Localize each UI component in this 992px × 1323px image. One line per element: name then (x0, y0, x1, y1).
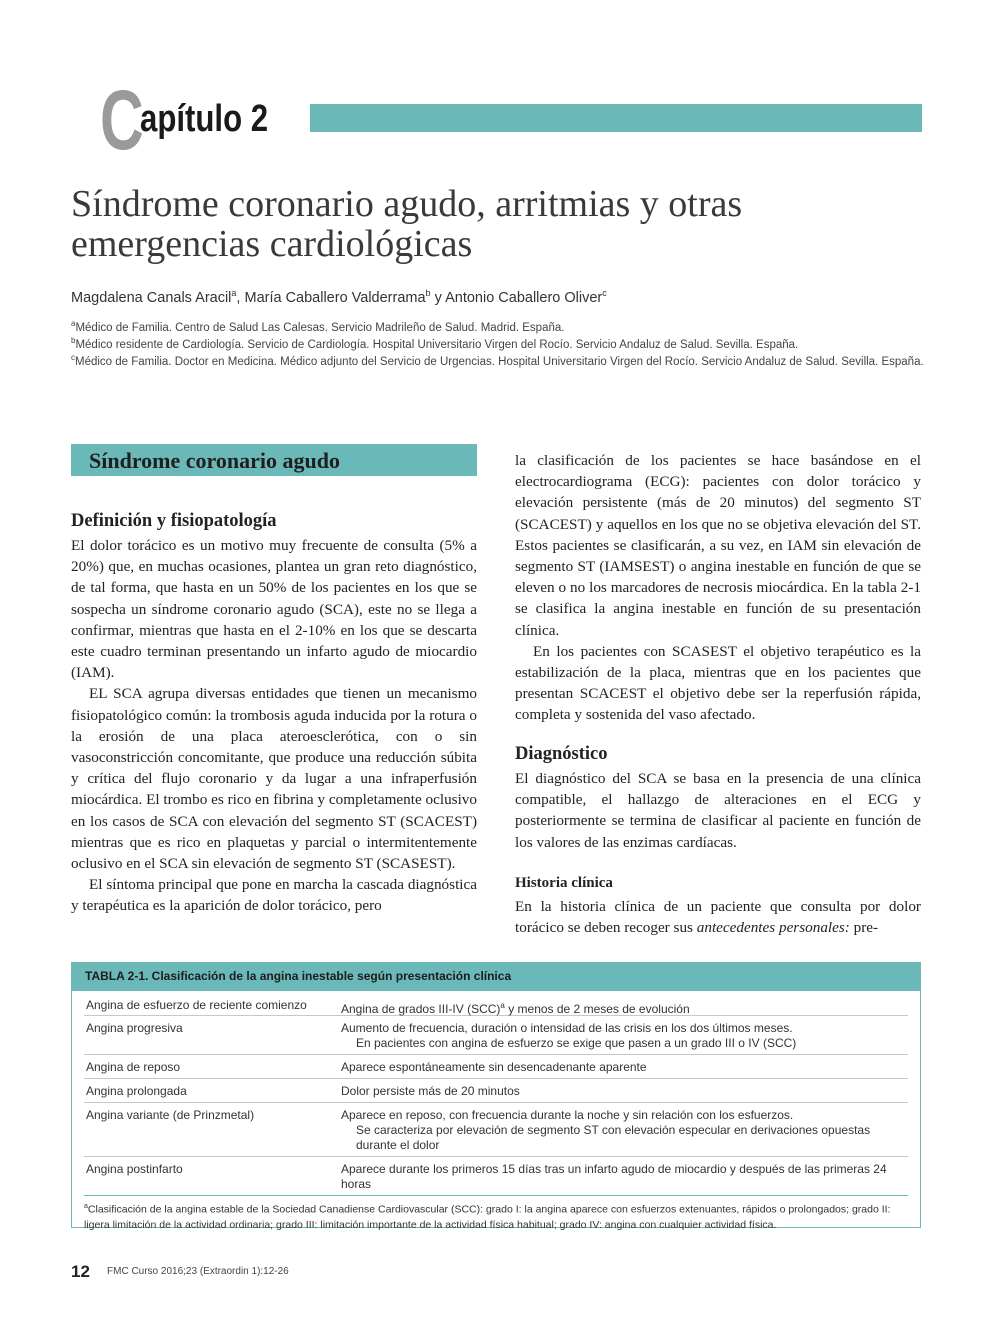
affiliation-c (71, 349, 931, 371)
title-line-2: emergencias cardiológicas (71, 223, 473, 265)
desc-subtext: Se caracteriza por elevación de segmento ST con elevación especular en derivaciones opuestas durante el dolor (356, 1123, 871, 1152)
desc-text: Aumento de frecuencia, duración o intensidad de las crisis en los dos últimos meses. (341, 1021, 793, 1035)
article-title (71, 184, 931, 264)
table-row (84, 993, 908, 1016)
table-row (84, 1103, 908, 1157)
footnote-mark: a (84, 1203, 88, 1210)
affiliation-text: Médico de Familia. Doctor en Medicina. Médico adjunto del Servicio de Urgencias. Hospital Universitario Virgen del Rocío. Servicio Andaluz de Salud. Sevilla. España. (75, 355, 924, 368)
right-column-diagnosis (515, 768, 921, 853)
table-cell-desc (341, 1108, 901, 1153)
table-cell-desc: Aparece durante los primeros 15 días tras un infarto agudo de miocardio y después de las primeras 24 horas (341, 1162, 887, 1191)
table-row (84, 1055, 908, 1079)
desc-text: Angina de grados III-IV (SCC) (341, 1002, 501, 1016)
table-row (84, 1157, 908, 1196)
affiliation-text: Médico de Familia. Centro de Salud Las Calesas. Servicio Madrileño de Salud. Madrid. España. (75, 321, 565, 334)
author-3-mark: c (602, 288, 607, 298)
footnote-mark: a (500, 1001, 505, 1010)
table-cell-type: Angina postinfarto (86, 1162, 183, 1176)
chapter-header (100, 73, 922, 167)
heading-definition: Definición y fisiopatología (71, 511, 277, 531)
table-caption-text: TABLA 2-1. Clasificación de la angina inestable según presentación clínica (85, 969, 512, 983)
title-line-1: Síndrome coronario agudo, arritmias y otras (71, 183, 743, 225)
paragraph: El diagnóstico del SCA se basa en la presencia de una clínica compatible, el hallazgo de alteraciones en el ECG y posteriormente se termina de clasificar al paciente en función de los valores de las enzimas cardíacas. (515, 770, 921, 851)
author-3: Antonio Caballero Oliver (445, 289, 603, 306)
table-cell-desc (341, 998, 901, 1017)
paragraph: El dolor torácico es un motivo muy frecuente de consulta (5% a 20%) que, en muchas ocasiones, plantea un gran reto diagnóstico, de tal forma, que hasta en un 50% de los pacientes en los que se sospecha un síndrome coronario agudo (SCA), este no se llega a confirmar, mientras que hasta en el 2-10% en los que se descarta este cuadro terminan presentando un infarto agudo de miocardio (IAM). (71, 537, 477, 682)
paragraph (515, 896, 921, 938)
text-run: En la historia clínica de un paciente que consulta por dolor torácico se deben recoger sus (515, 898, 921, 937)
table-cell-desc: Dolor persiste más de 20 minutos (341, 1084, 520, 1098)
heading-diagnosis: Diagnóstico (515, 744, 608, 764)
table-cell-type: Angina variante (de Prinzmetal) (86, 1108, 255, 1122)
right-column-history (515, 896, 921, 938)
author-1-mark: a (231, 288, 237, 298)
table-footnote (84, 1199, 908, 1233)
paragraph: El síntoma principal que pone en marcha la cascada diagnóstica y terapéutica es la aparición de dolor torácico, pero (71, 876, 477, 915)
chapter-initial: C (100, 73, 144, 167)
journal-citation: FMC Curso 2016;23 (Extraordin 1):12-26 (107, 1266, 289, 1277)
table-caption (72, 963, 920, 991)
table-cell-type: Angina progresiva (86, 1021, 183, 1035)
affiliation-text: Médico residente de Cardiología. Servicio de Cardiología. Hospital Universitario Virgen del Rocío. Servicio Andaluz de Salud. Sevilla. España. (75, 338, 799, 351)
author-sep-2: y (430, 289, 446, 306)
table-cell-desc: Aparece espontáneamente sin desencadenante aparente (341, 1060, 647, 1074)
desc-text: Aparece en reposo, con frecuencia durante la noche y sin relación con los esfuerzos. (341, 1108, 794, 1122)
table-cell-type: Angina de esfuerzo de reciente comienzo (86, 998, 307, 1012)
section-title: Síndrome coronario agudo (89, 448, 340, 473)
emphasis: antecedentes personales: (696, 919, 850, 937)
author-sep-1: , (236, 289, 245, 306)
chapter-label: apítulo 2 (140, 98, 269, 140)
chapter-bar (310, 104, 922, 132)
heading-clinical-history: Historia clínica (515, 875, 613, 891)
table-cell-type: Angina de reposo (86, 1060, 181, 1074)
table-cell-type: Angina prolongada (86, 1084, 187, 1098)
section-header (71, 444, 477, 476)
table-cell-desc (341, 1021, 901, 1051)
author-2: María Caballero Valderrama (244, 289, 426, 306)
table-angina (71, 962, 921, 1231)
table-row (84, 1079, 908, 1103)
footnote-text: Clasificación de la angina estable de la Sociedad Canadiense Cardiovascular (SCC): grado I: la angina aparece con esfuerzos extenuantes, rápidos o prolongados; grado II: ligera limitación de la actividad ordinaria; grado III: limitación importante de la actividad física habitual; grado IV: angina con cualquier actividad física. (84, 1203, 891, 1231)
desc-subtext: En pacientes con angina de esfuerzo se exige que pasen a un grado III o IV (SCC) (356, 1036, 797, 1050)
paragraph: la clasificación de los pacientes se hace basándose en el electrocardiograma (ECG): pacientes con dolor torácico y elevación persistente (más de 20 minutos) del segmento ST (SCACEST) y aquellos en los que no se objetiva elevación del ST. Estos pacientes se clasificarán, a su vez, en IAM sin elevación de segmento ST (IAMSEST) o angina inestable en función de que se eleven o no los marcadores de necrosis miocárdica. En la tabla 2-1 se clasifica la angina inestable en función de su presentación clínica. (515, 452, 921, 639)
desc-text: y menos de 2 meses de evolución (504, 1002, 690, 1016)
affiliation-mark: a (71, 319, 76, 328)
affiliation-mark: c (71, 353, 75, 362)
author-2-mark: b (425, 288, 431, 298)
table-row (84, 1016, 908, 1055)
paragraph: EL SCA agrupa diversas entidades que tienen un mecanismo fisiopatológico común: la trombosis aguda inducida por la rotura o la erosión de una placa ateroesclerótica, con o sin vasoconstricción concomitante, que produce una reducción súbita y crítica del flujo coronario y da lugar a una infraperfusión miocárdica. El trombo es rico en fibrina y completamente oclusivo en los casos de SCA con elevación del segmento ST (SCACEST) mientras que es rico en plaquetas y parcial o intermitentemente oclusivo en el SCA sin elevación de segmento ST (SCASEST). (71, 685, 477, 873)
authors (71, 288, 607, 306)
left-column (71, 535, 477, 917)
paragraph: En los pacientes con SCASEST el objetivo terapéutico es la estabilización de la placa, mientras que en los pacientes que presentan SCACEST el objetivo debe ser la reperfusión rápida, completa y sostenida del vaso afectado. (515, 642, 921, 724)
text-run: pre- (849, 919, 879, 937)
affiliation-mark: b (71, 336, 76, 345)
page-number: 12 (71, 1262, 90, 1281)
right-column-top (515, 450, 921, 726)
author-1: Magdalena Canals Aracil (71, 289, 232, 306)
